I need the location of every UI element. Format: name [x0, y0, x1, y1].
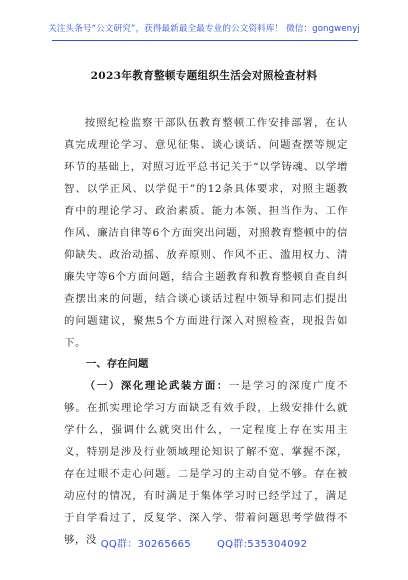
subsection-paragraph — [64, 375, 348, 551]
section-heading: 一、存在问题 — [86, 358, 149, 370]
subsection-heading: （一）深化理论武装方面： — [84, 380, 229, 392]
footer-qq-group-1: QQ群：30265665 — [100, 539, 191, 550]
intro-paragraph-block — [64, 112, 348, 354]
subsection-text: 一是学习的深度广度不够。在抓实理论学习方面缺乏有效手段，上级安排什么就学什么，强调什么就突出什么，一定程度上存在实用主义，特别是涉及行业领域理论知识了解不宽、掌握不深，存在过眼不走心问题。二是学习的主动自觉不够。存在被动应付的情况，有时满足于集体学习时已经学过了，满足于自学看过了，反复学、深入学、带着问题思考学做得不够，没 — [64, 380, 349, 546]
section-body — [64, 375, 348, 551]
header-watermark-note: 关注头条号“公文研究”，获得最新最全最专业的公文资料库！ 微信：gongwenyj — [48, 24, 360, 34]
header-divider — [52, 40, 358, 41]
intro-paragraph: 按照纪检监察干部队伍教育整顿工作安排部署，在认真完成理论学习、意见征集、谈心谈话、问题查摆等规定环节的基础上，对照习近平总书记关于“以学铸魂、以学增智、以学正风、以学促干”的12条具体要求，对照主题教育中的理论学习、政治素质、能力本领、担当作为、工作作风、廉洁自律等6个方面突出问题，对照教育整顿中的信仰缺失、政治动摇、放弃原则、作风不正、滥用权力、清廉失守等6个方面问题，结合主题教育和教育整顿自查自纠查摆出来的问题，结合谈心谈话过程中领导和同志们提出的问题建议，聚焦5个方面进行深入对照检查，现报告如下。 — [64, 117, 348, 349]
document-title: 2023年教育整顿专题组织生活会对照检查材料 — [90, 70, 318, 82]
footer-contact — [0, 535, 408, 550]
footer-qq-group-2: QQ群:535304092 — [216, 539, 308, 550]
